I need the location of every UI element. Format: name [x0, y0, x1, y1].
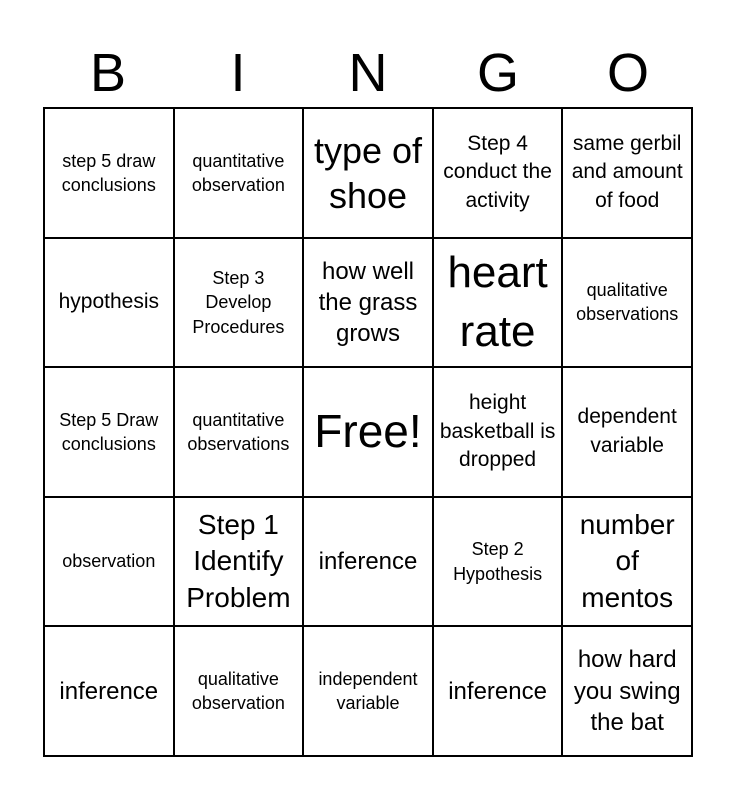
bingo-cell-r1c4[interactable]: Step 4 conduct the activity	[434, 109, 564, 239]
bingo-cell-r1c2[interactable]: quantitative observation	[175, 109, 305, 239]
bingo-cell-r1c1[interactable]: step 5 draw conclusions	[45, 109, 175, 239]
bingo-cell-r4c4[interactable]: Step 2 Hypothesis	[434, 498, 564, 628]
bingo-cell-r5c1[interactable]: inference	[45, 627, 175, 757]
bingo-cell-r2c2[interactable]: Step 3 Develop Procedures	[175, 239, 305, 369]
bingo-cell-r4c1[interactable]: observation	[45, 498, 175, 628]
bingo-cell-r2c3[interactable]: how well the grass grows	[304, 239, 434, 369]
bingo-cell-r5c2[interactable]: qualitative observation	[175, 627, 305, 757]
bingo-cell-r4c3[interactable]: inference	[304, 498, 434, 628]
header-letter-i: I	[230, 43, 246, 103]
bingo-cell-r5c4[interactable]: inference	[434, 627, 564, 757]
bingo-cell-r1c3[interactable]: type of shoe	[304, 109, 434, 239]
bingo-cell-r4c2[interactable]: Step 1 Identify Problem	[175, 498, 305, 628]
bingo-cell-r2c4[interactable]: heart rate	[434, 239, 564, 369]
bingo-cell-r3c5[interactable]: dependent variable	[563, 368, 693, 498]
header-letter-g: G	[476, 43, 519, 103]
header-letter-b: B	[89, 43, 127, 103]
bingo-cell-r3c4[interactable]: height basketball is dropped	[434, 368, 564, 498]
bingo-cell-r3c1[interactable]: Step 5 Draw conclusions	[45, 368, 175, 498]
header-letter-o: O	[606, 43, 649, 103]
bingo-cell-r2c5[interactable]: qualitative observations	[563, 239, 693, 369]
bingo-cell-r2c1[interactable]: hypothesis	[45, 239, 175, 369]
bingo-cell-r3c2[interactable]: quantitative observations	[175, 368, 305, 498]
bingo-cell-r1c5[interactable]: same gerbil and amount of food	[563, 109, 693, 239]
bingo-cell-r4c5[interactable]: number of mentos	[563, 498, 693, 628]
bingo-board	[43, 107, 693, 757]
bingo-cell-r5c5[interactable]: how hard you swing the bat	[563, 627, 693, 757]
bingo-cell-r5c3[interactable]: independent variable	[304, 627, 434, 757]
bingo-cell-free-space[interactable]: Free!	[304, 368, 434, 498]
bingo-header	[43, 38, 693, 108]
header-letter-n: N	[348, 43, 388, 103]
